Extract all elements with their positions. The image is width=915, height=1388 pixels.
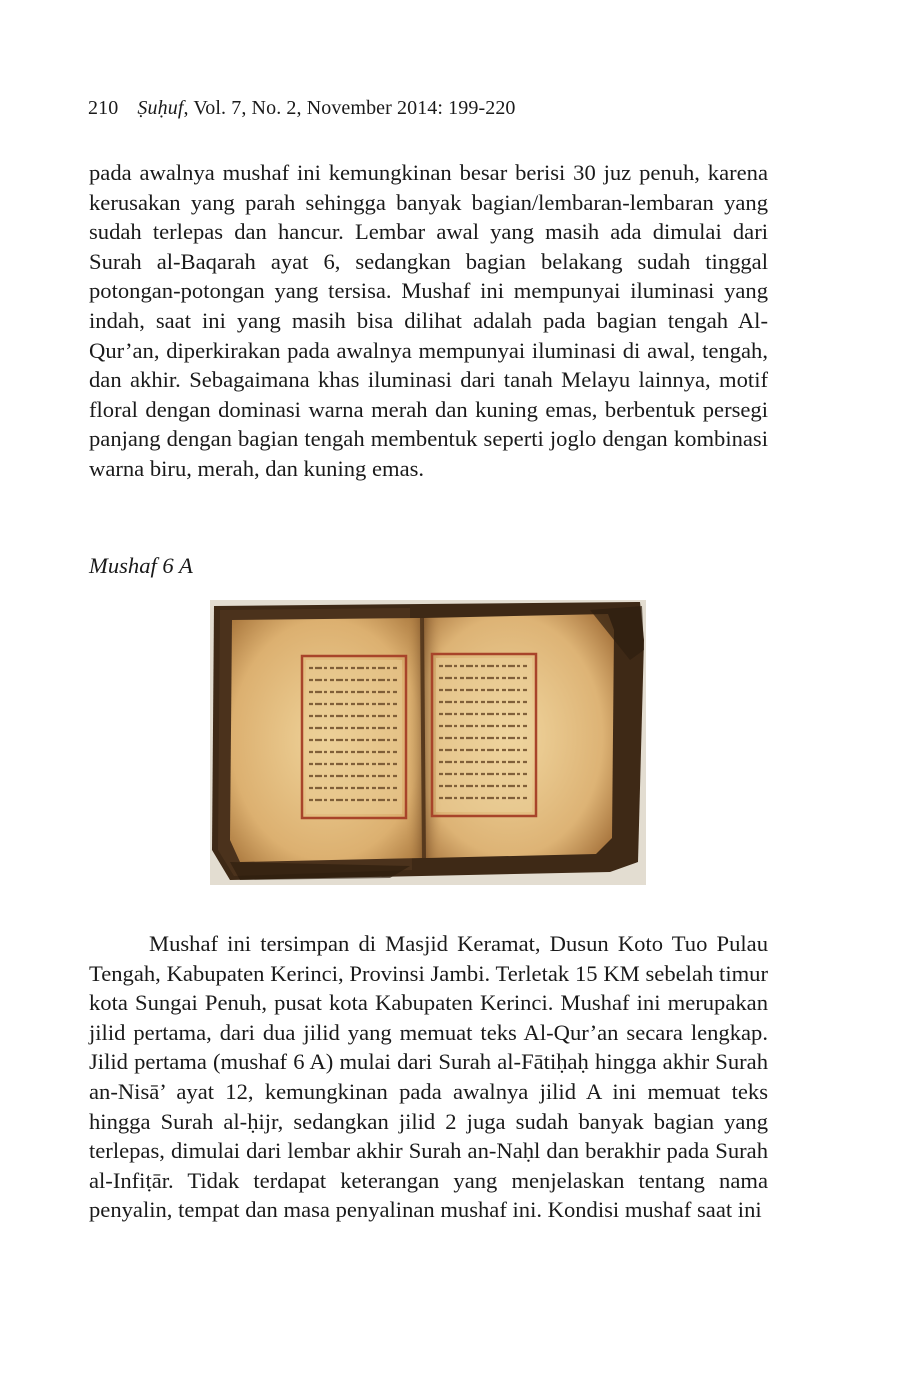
section-heading: Mushaf 6 A <box>89 553 193 578</box>
manuscript-photo <box>210 600 646 885</box>
citation: , Vol. 7, No. 2, November 2014: 199-220 <box>183 97 516 119</box>
journal-title: Ṣuḥuf <box>137 97 184 119</box>
running-header <box>88 97 516 120</box>
body-paragraph-1: pada awalnya mushaf ini kemungkinan besar berisi 30 juz penuh, karena kerusakan yang parah sehingga banyak bagian/lembaran-lembaran yang sudah terlepas dan hancur. Lembar awal yang masih ada dimulai dari Surah al-Baqarah ayat 6, sedangkan bagian belakang sudah tinggal potongan-potongan yang tersisa. Mushaf ini mempunyai iluminasi yang indah, saat ini yang masih bisa dilihat adalah pada bagian tengah Al-Qur’an, diperkirakan pada awalnya mempunyai iluminasi di awal, tengah, dan akhir. Sebagaimana khas iluminasi dari tanah Melayu lainnya, motif floral dengan dominasi warna merah dan kuning emas, berbentuk persegi panjang dengan bagian tengah membentuk seperti joglo dengan kombinasi warna biru, merah, dan kuning emas. <box>89 160 768 481</box>
page-number: 210 <box>88 97 119 119</box>
body-paragraph-2: Mushaf ini tersimpan di Masjid Keramat, Dusun Koto Tuo Pulau Tengah, Kabupaten Kerinci, Provinsi Jambi. Terletak 15 KM sebelah timur kota Sungai Penuh, pusat kota Kabupaten Kerinci. Mushaf ini merupakan jilid pertama, dari dua jilid yang memuat teks Al-Qur’an secara lengkap. Jilid pertama (mushaf 6 A) mulai dari Surah al-Fātiḥaḥ hingga akhir Surah an-Nisā’ ayat 12, kemungkinan pada awalnya jilid A ini memuat teks hingga Surah al-ḥijr, sedangkan jilid 2 juga sudah banyak bagian yang terlepas, dimulai dari lembar akhir Surah an-Naḥl dan berakhir pada Surah al-Infiṭār. Tidak terdapat keterangan yang menjelaskan tentang nama penyalin, tempat dan masa penyalinan mushaf ini. Kondisi mushaf saat ini <box>89 931 768 1223</box>
